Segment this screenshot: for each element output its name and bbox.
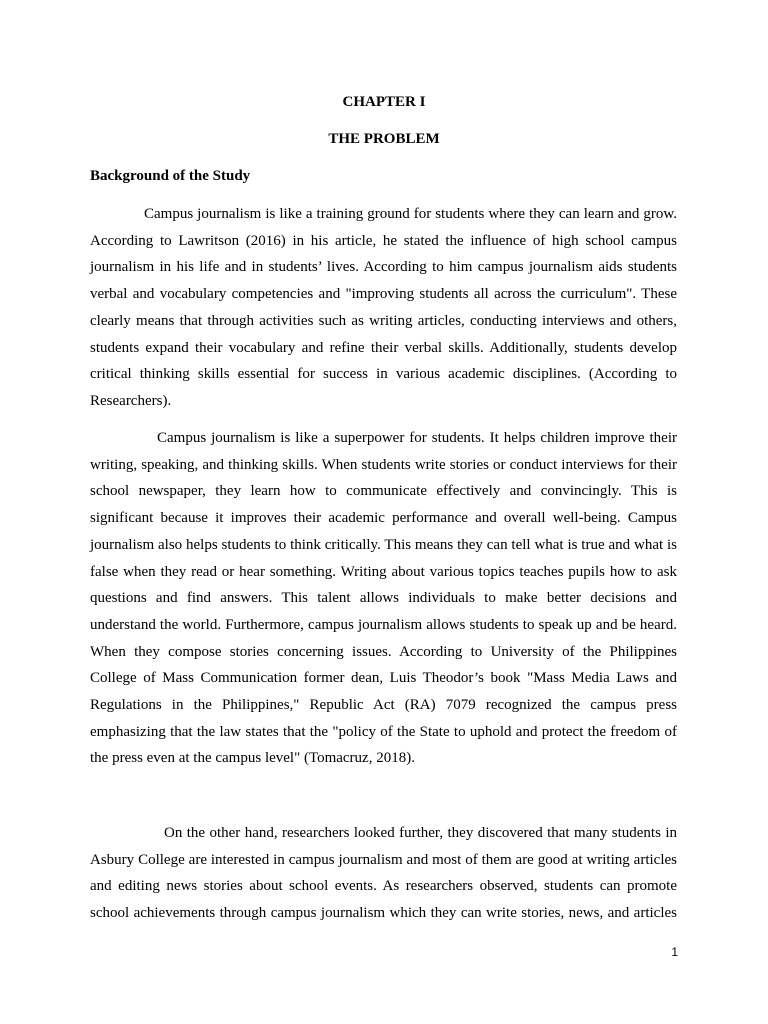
paragraph-3: On the other hand, researchers looked further, they discovered that many students in Asbury College are interested in campus journalism and most of them are good at writing articles and editing news stories about school events. As researchers observed, students can promote school achievements through campus journalism which they can write stories, news, and articles: [90, 825, 677, 922]
paragraph-1: Campus journalism is like a training ground for students where they can learn and grow. According to Lawritson (2016) in his article, he stated the influence of high school campus journalism in his life and in students’ lives. According to him campus journalism aids students verbal and vocabulary competencies and "improving students all across the curriculum". These clearly means that through activities such as writing articles, conducting interviews and others, students expand their vocabulary and refine their verbal skills. Additionally, students develop critical thinking skills essential for success in various academic disciplines. (According to Researchers).: [90, 206, 677, 409]
chapter-label: CHAPTER I: [342, 94, 426, 110]
section-heading: Background of the Study: [90, 168, 251, 184]
paragraph-2: Campus journalism is like a superpower for students. It helps children improve their writing, speaking, and thinking skills. When students write stories or conduct interviews for their school newspaper, they learn how to communicate effectively and convincingly. This is significant because it improves their academic performance and overall well-being. Campus journalism also helps students to think critically. This means they can tell what is true and what is false when they read or hear something. Writing about various topics teaches pupils how to ask questions and find answers. This talent allows individuals to make better decisions and understand the world. Furthermore, campus journalism allows students to speak up and be heard. When they compose stories concerning issues. According to University of the Philippines College of Mass Communication former dean, Luis Theodor’s book "Mass Media Laws and Regulations in the Philippines," Republic Act (RA) 7079 recognized the campus press emphasizing that the law states that the "policy of the State to uphold and protect the freedom of the press even at the campus level" (Tomacruz, 2018).: [90, 430, 677, 767]
chapter-title: THE PROBLEM: [328, 131, 440, 147]
page-number: 1: [671, 945, 678, 959]
